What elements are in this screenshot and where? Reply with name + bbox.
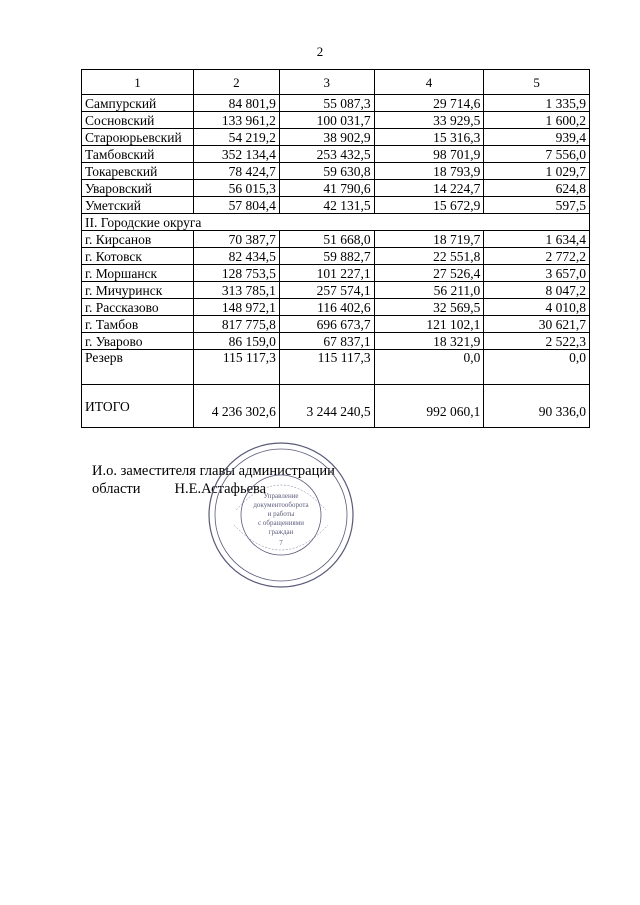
table-body: [82, 95, 590, 428]
value-cell: 27 526,4: [374, 265, 484, 282]
value-cell: 67 837,1: [279, 333, 374, 350]
total-row: [82, 385, 590, 428]
table-row: [82, 299, 590, 316]
value-cell: 992 060,1: [374, 385, 484, 428]
row-name-cell: Резерв: [82, 350, 194, 385]
value-cell: 54 219,2: [193, 129, 279, 146]
signature-title: И.о. заместителя главы администрации: [92, 463, 335, 479]
table-row: [82, 282, 590, 299]
value-cell: 115 117,3: [279, 350, 374, 385]
value-cell: 1 600,2: [484, 112, 590, 129]
stamp-line: с обращениями: [258, 519, 304, 527]
section-row: [82, 214, 590, 231]
column-header: 4: [374, 70, 484, 95]
value-cell: 82 434,5: [193, 248, 279, 265]
reserve-row: [82, 350, 590, 385]
value-cell: 29 714,6: [374, 95, 484, 112]
value-cell: 817 775,8: [193, 316, 279, 333]
value-cell: 32 569,5: [374, 299, 484, 316]
row-name-cell: г. Уварово: [82, 333, 194, 350]
row-name-cell: г. Тамбов: [82, 316, 194, 333]
value-cell: 1 029,7: [484, 163, 590, 180]
table-header-row: [82, 70, 590, 95]
row-name-cell: Сосновский: [82, 112, 194, 129]
row-name-cell: Староюрьевский: [82, 129, 194, 146]
stamp-line: и работы: [267, 510, 295, 518]
value-cell: 22 551,8: [374, 248, 484, 265]
value-cell: 15 316,3: [374, 129, 484, 146]
value-cell: 624,8: [484, 180, 590, 197]
value-cell: 0,0: [484, 350, 590, 385]
stamp-number: 7: [279, 539, 283, 547]
table-row: [82, 112, 590, 129]
row-name-cell: Токаревский: [82, 163, 194, 180]
value-cell: 0,0: [374, 350, 484, 385]
value-cell: 51 668,0: [279, 231, 374, 248]
value-cell: 148 972,1: [193, 299, 279, 316]
value-cell: 57 804,4: [193, 197, 279, 214]
table-row: [82, 333, 590, 350]
stamp-line: Управление: [263, 492, 299, 500]
table-row: [82, 316, 590, 333]
value-cell: 59 630,8: [279, 163, 374, 180]
value-cell: 84 801,9: [193, 95, 279, 112]
row-name-cell: Уваровский: [82, 180, 194, 197]
row-name-cell: Тамбовский: [82, 146, 194, 163]
row-name-cell: г. Мичуринск: [82, 282, 194, 299]
signature-region: области: [92, 481, 141, 497]
value-cell: 4 236 302,6: [193, 385, 279, 428]
value-cell: 133 961,2: [193, 112, 279, 129]
row-name-cell: г. Кирсанов: [82, 231, 194, 248]
column-header: 2: [193, 70, 279, 95]
value-cell: 3 657,0: [484, 265, 590, 282]
table-row: [82, 146, 590, 163]
column-header: 5: [484, 70, 590, 95]
value-cell: 78 424,7: [193, 163, 279, 180]
value-cell: 257 574,1: [279, 282, 374, 299]
row-name-cell: г. Рассказово: [82, 299, 194, 316]
value-cell: 313 785,1: [193, 282, 279, 299]
row-name-cell: г. Моршанск: [82, 265, 194, 282]
page-number: 2: [316, 44, 324, 59]
value-cell: 56 211,0: [374, 282, 484, 299]
value-cell: 121 102,1: [374, 316, 484, 333]
value-cell: 14 224,7: [374, 180, 484, 197]
value-cell: 18 793,9: [374, 163, 484, 180]
value-cell: 939,4: [484, 129, 590, 146]
table-row: [82, 197, 590, 214]
value-cell: 696 673,7: [279, 316, 374, 333]
value-cell: 41 790,6: [279, 180, 374, 197]
table-row: [82, 265, 590, 282]
value-cell: 86 159,0: [193, 333, 279, 350]
value-cell: 98 701,9: [374, 146, 484, 163]
value-cell: 15 672,9: [374, 197, 484, 214]
value-cell: 70 387,7: [193, 231, 279, 248]
value-cell: 253 432,5: [279, 146, 374, 163]
value-cell: 56 015,3: [193, 180, 279, 197]
stamp-line: граждан: [268, 528, 294, 536]
value-cell: 90 336,0: [484, 385, 590, 428]
value-cell: 2 522,3: [484, 333, 590, 350]
value-cell: 38 902,9: [279, 129, 374, 146]
value-cell: 30 621,7: [484, 316, 590, 333]
value-cell: 116 402,6: [279, 299, 374, 316]
value-cell: 115 117,3: [193, 350, 279, 385]
section-title: II. Городские округа: [82, 214, 590, 231]
table-row: [82, 180, 590, 197]
row-name-cell: г. Котовск: [82, 248, 194, 265]
stamp-line: документооборота: [253, 501, 309, 509]
row-name-cell: Уметский: [82, 197, 194, 214]
official-stamp-icon: [206, 440, 356, 590]
value-cell: 3 244 240,5: [279, 385, 374, 428]
value-cell: 128 753,5: [193, 265, 279, 282]
value-cell: 8 047,2: [484, 282, 590, 299]
value-cell: 18 321,9: [374, 333, 484, 350]
signatory-name: Н.Е.Астафьева: [174, 481, 267, 497]
value-cell: 1 335,9: [484, 95, 590, 112]
value-cell: 4 010,8: [484, 299, 590, 316]
table-row: [82, 163, 590, 180]
value-cell: 1 634,4: [484, 231, 590, 248]
value-cell: 597,5: [484, 197, 590, 214]
value-cell: 59 882,7: [279, 248, 374, 265]
table-row: [82, 95, 590, 112]
budget-table: [81, 69, 590, 428]
value-cell: 18 719,7: [374, 231, 484, 248]
column-header: 1: [82, 70, 194, 95]
value-cell: 101 227,1: [279, 265, 374, 282]
value-cell: 100 031,7: [279, 112, 374, 129]
table-row: [82, 129, 590, 146]
row-name-cell: Сампурский: [82, 95, 194, 112]
value-cell: 33 929,5: [374, 112, 484, 129]
table-row: [82, 231, 590, 248]
value-cell: 2 772,2: [484, 248, 590, 265]
value-cell: 42 131,5: [279, 197, 374, 214]
column-header: 3: [279, 70, 374, 95]
row-name-cell: ИТОГО: [82, 385, 194, 428]
table-row: [82, 248, 590, 265]
value-cell: 55 087,3: [279, 95, 374, 112]
value-cell: 7 556,0: [484, 146, 590, 163]
value-cell: 352 134,4: [193, 146, 279, 163]
